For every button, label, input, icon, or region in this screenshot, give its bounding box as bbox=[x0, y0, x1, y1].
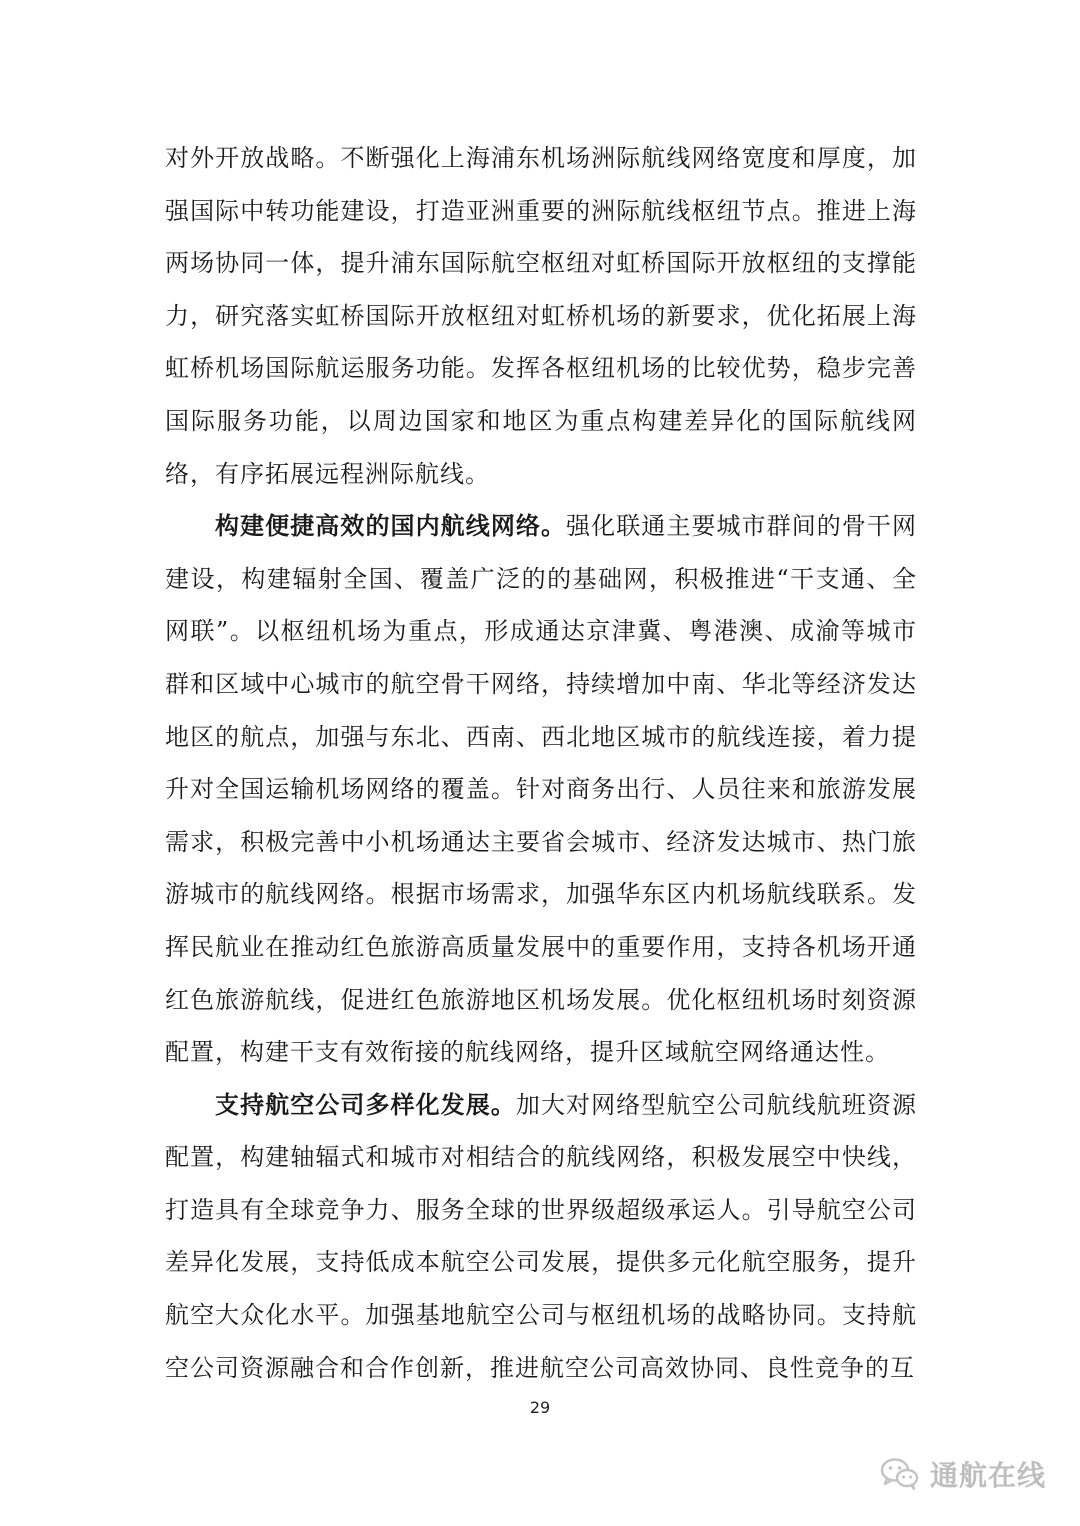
watermark bbox=[880, 1452, 1046, 1496]
document-body bbox=[165, 132, 917, 1394]
watermark-text: 通航在线 bbox=[929, 1459, 1046, 1492]
paragraph-2 bbox=[165, 500, 917, 1079]
paragraph-3 bbox=[165, 1079, 917, 1395]
paragraph-1 bbox=[165, 132, 917, 500]
page-number: 29 bbox=[529, 1398, 551, 1417]
paragraph-1-text: 对外开放战略。不断强化上海浦东机场洲际航线网络宽度和厚度，加强国际中转功能建设，打造亚洲重要的洲际航线枢纽节点。推进上海两场协同一体，提升浦东国际航空枢纽对虹桥国际开放枢纽的支撑能力，研究落实虹桥国际开放枢纽对虹桥机场的新要求，优化拓展上海虹桥机场国际航运服务功能。发挥各枢纽机场的比较优势，稳步完善国际服务功能，以周边国家和地区为重点构建差异化的国际航线网络，有序拓展远程洲际航线。 bbox=[165, 144, 917, 488]
wechat-icon bbox=[880, 1456, 920, 1492]
paragraph-2-heading: 构建便捷高效的国内航线网络。 bbox=[215, 511, 567, 541]
paragraph-2-text: 强化联通主要城市群间的骨干网建设，构建辐射全国、覆盖广泛的的基础网，积极推进“干支通、全网联”。以枢纽机场为重点，形成通达京津冀、粤港澳、成渝等城市群和区域中心城市的航空骨干网络，持续增加中南、华北等经济发达地区的航点，加强与东北、西南、西北地区城市的航线连接，着力提升对全国运输机场网络的覆盖。针对商务出行、人员往来和旅游发展需求，积极完善中小机场通达主要省会城市、经济发达城市、热门旅游城市的航线网络。根据市场需求，加强华东区内机场航线联系。发挥民航业在推动红色旅游高质量发展中的重要作用，支持各机场开通红色旅游航线，促进红色旅游地区机场发展。优化枢纽机场时刻资源配置，构建干支有效衔接的航线网络，提升区域航空网络通达性。 bbox=[165, 512, 918, 1067]
paragraph-3-text: 加大对网络型航空公司航线航班资源配置，构建轴辐式和城市对相结合的航线网络，积极发展空中快线，打造具有全球竞争力、服务全球的世界级超级承运人。引导航空公司差异化发展，支持低成本航空公司发展，提供多元化航空服务，提升航空大众化水平。加强基地航空公司与枢纽机场的战略协同。支持航空公司资源融合和合作创新，推进航空公司高效协同、良性竞争的互 bbox=[165, 1090, 918, 1382]
paragraph-3-heading: 支持航空公司多样化发展。 bbox=[215, 1089, 516, 1119]
